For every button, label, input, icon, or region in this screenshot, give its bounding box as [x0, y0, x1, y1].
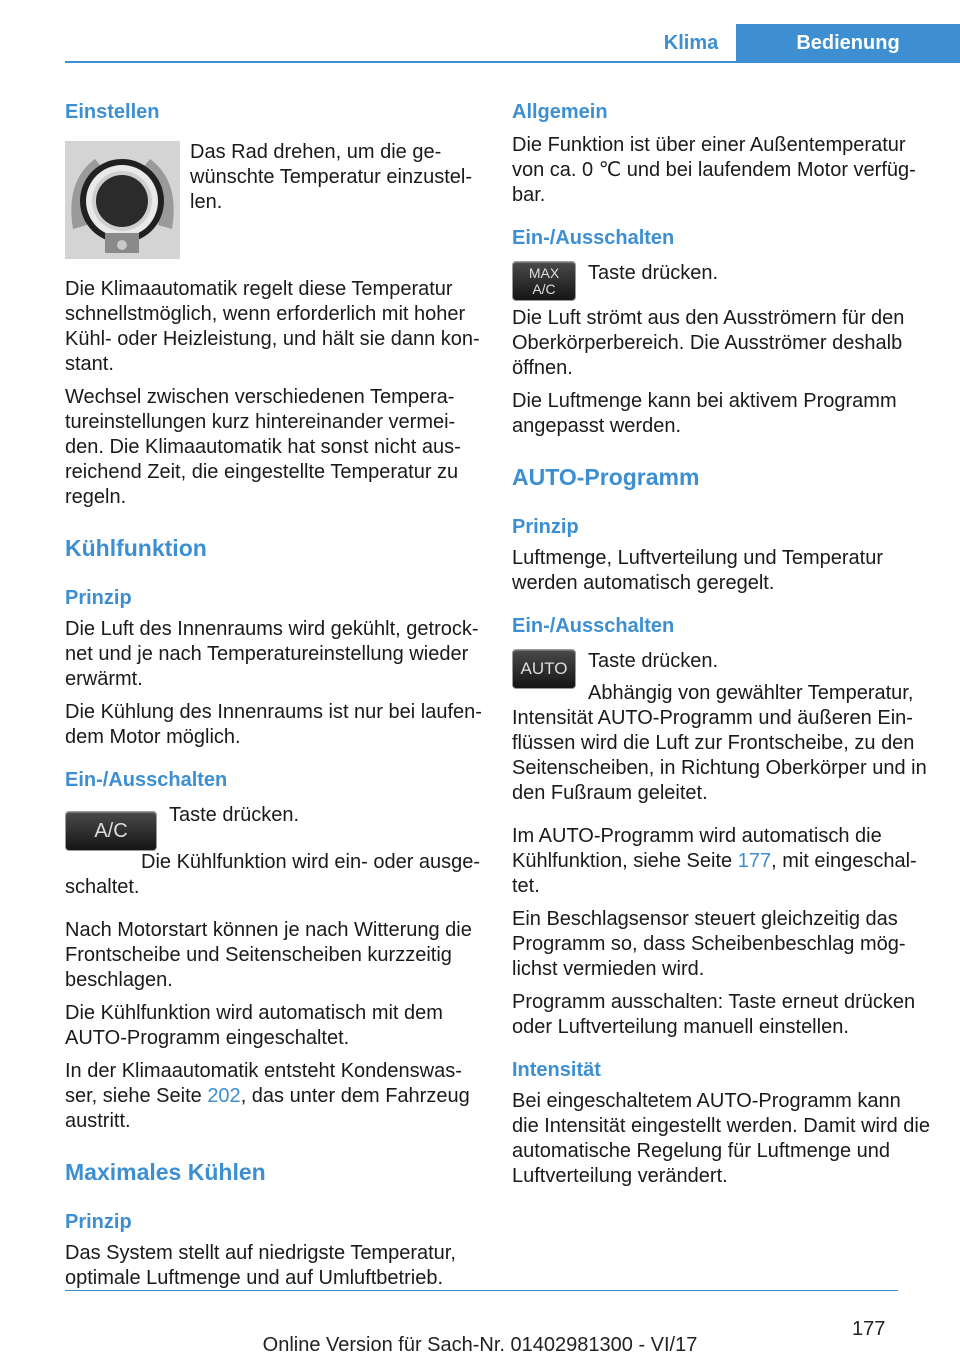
max-ein-paragraph-1: Die Luft strömt aus den Ausströmern für den Oberkörperbereich. Die Ausströmer deshalb öffnen.: [512, 307, 905, 379]
max-prinzip-paragraph: Das System stellt auf niedrigste Temperatur, optimale Luftmenge und auf Umluftbetrieb.: [65, 1242, 456, 1289]
auto-paragraph-3: Ein Beschlagsensor steuert gleichzeitig das Programm so, dass Scheibenbeschlag mög‐lichst vermieden wird.: [512, 908, 906, 980]
ac-effect-text: Die Kühlfunktion wird ein- oder ausge‐schaltet.: [65, 851, 481, 898]
auto-paragraph-4: Programm ausschalten: Taste erneut drücken oder Luftverteilung manuell einstellen.: [512, 991, 916, 1038]
einstellen-paragraph-1: Die Klimaautomatik regelt diese Temperatur schnellstmöglich, wenn erforderlich mit hoher Kühl- oder Heizleistung, und hält sie dann kon‐stant.: [65, 278, 480, 375]
page-number: 177: [852, 1318, 886, 1340]
ac-button-row: [65, 803, 483, 851]
header-section-label: Klima: [663, 31, 719, 54]
kuehl-ein-aus-heading: Ein-/Ausschalten: [65, 769, 228, 791]
page-header: [0, 0, 960, 62]
auto-ein-aus-heading: Ein-/Ausschalten: [512, 615, 675, 637]
auto-caption-continued: Intensität AUTO-Programm und äußeren Ein‐flüssen wird die Luft zur Frontscheibe, zu den Seitenscheiben, in Richtung Oberkörper und in den Fußraum geleitet.: [512, 707, 927, 804]
intensitaet-paragraph: Bei eingeschaltetem AUTO-Programm kann die Intensität eingestellt werden. Damit wird die automatische Regelung für Luftmenge und Luftverteilung verändert.: [512, 1090, 930, 1187]
einstellen-paragraph-2: Wechsel zwischen verschiedenen Tempera‐tureinstellungen kurz hintereinander vermei‐den. Die Klimaautomatik hat sonst nicht aus‐reichend Zeit, die eingestellte Temperatur zu regeln.: [65, 386, 461, 508]
ac-press-instruction: Taste drücken.: [169, 804, 300, 826]
max-ac-button-row: [512, 261, 930, 301]
page-link-177[interactable]: 177: [737, 850, 772, 872]
temperature-dial-image: [65, 141, 180, 259]
max-ac-button-image: MAX A/C: [512, 261, 576, 301]
einstellen-heading: Einstellen: [65, 101, 160, 123]
auto-programm-heading: AUTO-Programm: [512, 464, 700, 490]
footer-rule: [65, 1290, 898, 1291]
auto-press-instruction: Taste drücken.: [588, 650, 719, 672]
kuehl-paragraph-3: Nach Motorstart können je nach Witterung die Frontscheibe und Seitenscheiben kurzzeitig beschlagen.: [65, 919, 472, 991]
ac-button-image: A/C: [65, 811, 157, 851]
einstellen-figure-row: [65, 100, 483, 259]
kuehl-prinzip-paragraph-1: Die Luft des Innenraums wird gekühlt, getrock‐net und je nach Temperatureinstellung wieder erwärmt.: [65, 618, 479, 690]
page-footer: [0, 1290, 960, 1362]
kuehl-paragraph-4: Die Kühlfunktion wird automatisch mit dem AUTO-Programm eingeschaltet.: [65, 1002, 443, 1049]
auto-prinzip-heading: Prinzip: [512, 516, 579, 538]
kuehl-paragraph-5: In der Klimaautomatik entsteht Kondenswas‐ser, siehe Seite 202, das unter dem Fahrzeug austritt.: [65, 1060, 470, 1132]
auto-paragraph-2: Im AUTO-Programm wird automatisch die Kühlfunktion, siehe Seite 177, mit eingeschal‐tet.: [512, 825, 917, 897]
max-ein-paragraph-2: Die Luftmenge kann bei aktivem Programm angepasst werden.: [512, 390, 897, 437]
auto-prinzip-paragraph: Luftmenge, Luftverteilung und Temperatur werden automatisch geregelt.: [512, 547, 883, 594]
dial-icon: [65, 141, 180, 259]
auto-button-image: AUTO: [512, 649, 576, 689]
online-version-note: Online Version für Sach-Nr. 01402981300 - VI/17: [262, 1334, 698, 1356]
auto-caption: Abhängig von gewählter Temperatur,: [588, 682, 914, 704]
kuehlfunktion-heading: Kühlfunktion: [65, 535, 207, 561]
max-prinzip-heading: Prinzip: [65, 1211, 132, 1233]
max-ein-aus-heading: Ein-/Ausschalten: [512, 227, 675, 249]
maximales-kuehlen-heading: Maximales Kühlen: [65, 1159, 266, 1185]
header-chapter-tab: Bedienung: [736, 24, 960, 62]
einstellen-caption: Das Rad drehen, um die ge‐wünschte Temperatur einzustel‐len.: [190, 141, 472, 213]
intensitaet-heading: Intensität: [512, 1059, 601, 1081]
right-column: [512, 100, 930, 1189]
page-link-202[interactable]: 202: [207, 1085, 241, 1107]
kuehl-prinzip-paragraph-2: Die Kühlung des Innenraums ist nur bei laufen‐dem Motor möglich.: [65, 701, 482, 748]
allgemein-heading: Allgemein: [512, 101, 608, 123]
header-rule: [65, 61, 960, 63]
max-ac-press-instruction: Taste drücken.: [588, 262, 719, 284]
auto-button-row: [512, 649, 930, 713]
kuehl-prinzip-heading: Prinzip: [65, 587, 132, 609]
allgemein-paragraph: Die Funktion ist über einer Außentemperatur von ca. 0 ℃ und bei laufendem Motor verfüg‐bar.: [512, 134, 916, 206]
left-column: [65, 100, 483, 1291]
